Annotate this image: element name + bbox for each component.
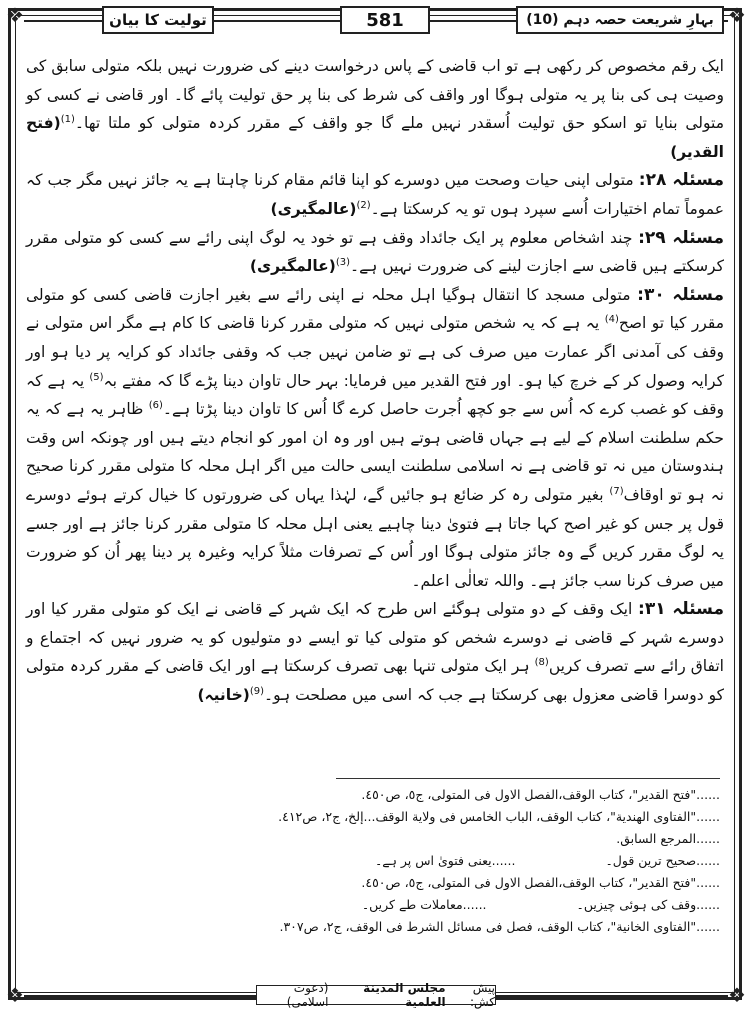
page-header [24,6,728,36]
corner-ornament-icon: ❖ [728,3,746,27]
publisher-name: مجلس المدینة العلمیة [363,981,446,1009]
footnote-text: وقف کی ہوئی چیزیں۔ [576,897,697,912]
footnote-marker: ...... [462,897,487,912]
footnote-ref: (7) [609,485,624,497]
page-number: 581 [340,6,430,34]
masala-label: مسئلہ ۳۰: [637,284,724,305]
footnote-marker: ...... [696,919,720,934]
paragraph-text: ایک وقف کے دو متولی ہوگئے اس طرح کہ ایک شہر کے قاضی نے ایک کو متولی مقرر کیا اور دوسرے شہر کے قاضی نے دوسرے شخص کو متولی کیا تو ایسے دو متولیوں کو یہ ضرور نہیں کہ اجتماع و اتفاق رائے سے تصرف کریں [26,600,724,676]
footnote-text: "فتح القدير"، كتاب الوقف،الفصل الاول فى المتولى، ج٥، ص٤٥٠. [361,787,697,802]
footnote-ref: (1) [60,114,75,126]
paragraph-text: ظاہر یہ ہے کہ یہ حکم سلطنت اسلام کے لیے ہے جہاں قاضی ہوتے ہیں اور وہ ان امور کو انجام دیتے ہیں اور چونکہ اس وقت ہندوستان میں نہ تو قاضی ہے نہ اسلامی سلطنت ایسی حالت میں اگر اہل محلہ کا متولی مقرر کرنا صحیح نہ ہو تو اوقاف [26,400,724,504]
footnote-3 [200,828,720,850]
footnote-6 [200,894,720,916]
footnote-1 [200,784,720,806]
source-citation: (عالمگیری) [249,257,336,276]
paragraph-text: متولی اپنی حیات وصحت میں دوسرے کو اپنا قائم مقام کرنا چاہتا ہے یہ جائز نہیں مگر جب کہ عموماً تمام اختیارات اُسے سپرد ہوں تو یہ کرسکتا ہے۔ [26,171,724,218]
footnote-divider [336,778,720,779]
publisher-box [256,981,496,1009]
footnote-2 [200,806,720,828]
masala-label: مسئلہ ۲۸: [638,170,724,191]
footnote-text: "الفتاوى الخانية"، كتاب الوقف، فصل فى مسائل الشرط فى الوقف، ج٢، ص٣٠٧. [279,919,697,934]
footnote-text: معاملات طے کریں۔ [361,897,463,912]
header-rule [430,20,516,22]
header-rule [724,20,728,22]
footnote-text: "الفتاوى الهندية"، كتاب الوقف، الباب الخامس فى ولاية الوقف...إلخ، ج٢، ص٤١٢. [278,809,697,824]
footnote-7 [200,916,720,938]
page-footer [24,981,728,1009]
paragraph-text: ایک رقم مخصوص کر رکھی ہے تو اب قاضی کے پاس درخواست دینے کی ضرورت نہیں بلکہ متولی سابق کی وصیت ہی کی بنا پر یہ متولی ہوگا اور واقف کی شرط کی بنا پر حق تولیت پائے گا۔ اور قاضی نے کسی کو متولی بنایا تو اسکو حق تولیت اُسقدر نہیں ملے گا جو واقف کے مقرر کردہ متولی کو ملتا تھا۔ [26,57,724,133]
corner-ornament-icon: ❖ [6,3,24,27]
footnote-ref: (3) [335,257,351,268]
footnote-text: صحیح ترین قول۔ [605,853,697,868]
paragraph-text: ہر ایک متولی تنہا بھی تصرف کرسکتا ہے اور ایک قاضی کے مقرر کردہ متولی کو دوسرا قاضی معزول بھی کرسکتا ہے جب کہ اسی میں مصلحت ہو۔ [26,657,724,705]
header-rule [214,20,340,22]
footnote-ref: (6) [148,399,163,411]
footnote-ref: (4) [604,314,619,326]
masala-31 [26,595,724,709]
book-title: بہارِ شریعت حصہ دہم (10) [516,6,724,34]
paragraph-text: یہ ہے کہ یہ شخص متولی نہیں کہ متولی مقرر کرنا قاضی کا کام ہے مگر اس متولی نے وقف کی آمدنی اگر عمارت میں صرف کی ہے تو ضامن نہیں جب کہ وقفی جائداد کو کرایہ پر دیا ہو اور کرایہ وصول کر کے خرچ کیا ہو۔ اور فتح القدیر میں فرمایا: بہر حال تاوان دینا پڑے گا کہ مفتے بہ [26,314,724,390]
footnote-ref: (5) [89,371,104,383]
footnote-text: "فتح القدير"، كتاب الوقف،الفصل الاول فى المتولى، ج٥، ص٤٥٠. [361,875,697,890]
masala-28 [26,166,724,223]
masala-29 [26,224,724,281]
source-citation: (عالمگیری) [270,199,357,218]
footnote-5 [200,872,720,894]
paragraph-text: بغیر متولی رہ کر ضائع ہو جائیں گے، لہٰذا یہاں کی ضرورتوں کا خیال کرتے ہوئے دوسرے قول پر جس کو غیر اصح کہا جاتا ہے فتویٰ دینا چاہیے یعنی اہل محلہ کا متولی مقرر کرنا جائز ہے اور جسے یہ لوگ مقرر کریں گے وہ جائز متولی ہوگا اور اُس کے تصرفات مثلاً کرایہ وغیرہ پر دینا پھر اُن کو ضرورت میں صرف کرنا سب جائز ہے۔ واللہ تعالٰی اعلم۔ [26,485,724,590]
footer-rule [496,995,728,997]
masala-30 [26,281,724,596]
corner-ornament-icon: ❖ [728,983,746,1007]
source-citation: (خانیہ) [197,686,250,705]
footnote-marker: ...... [696,787,720,802]
footnote-marker: ...... [696,853,720,868]
footnote-marker: ...... [491,853,516,868]
footnote-ref: (8) [534,657,549,669]
paragraph [26,52,724,166]
main-text [26,52,724,710]
chapter-title: تولیت کا بیان [102,6,214,34]
footer-rule [24,995,256,997]
footnote-marker: ...... [696,809,720,824]
footnote-4 [200,850,720,872]
paragraph-text: چند اشخاص معلوم پر ایک جائداد وقف ہے تو خود یہ لوگ اپنی رائے سے کسی کو متولی مقرر کرسکتے ہیں قاضی سے اجازت لینے کی ضرورت نہیں ہے۔ [26,228,724,276]
presented-by-label: پیش کش: [469,981,495,1009]
footnote-ref: (9) [249,685,265,697]
paragraph-text: یہ ہے کہ وقف کو غصب کرے کہ اُس سے جو کچھ اُجرت حاصل کرے گا اُس کا تاوان دینا پڑتا ہے۔ [26,371,724,419]
source-citation: (فتح القدیر) [26,114,724,161]
paragraph-text: متولی مسجد کا انتقال ہوگیا اہل محلہ نے اپنی رائے سے بغیر اجازت قاضی کسی کو متولی مقرر کیا تو اصح [26,285,724,333]
footnotes [200,784,720,938]
footnote-ref: (2) [356,199,371,211]
corner-ornament-icon: ❖ [6,983,24,1007]
footnote-marker: ...... [696,875,720,890]
masala-label: مسئلہ ۳۱: [638,599,724,620]
footnote-marker: ...... [696,897,720,912]
footnote-text: یعنی فتویٰ اس پر ہے۔ [374,853,492,868]
header-rule [24,20,102,22]
masala-label: مسئلہ ۲۹: [638,227,724,248]
footnote-text: المرجع السابق. [616,831,697,846]
footnote-marker: ...... [696,831,720,846]
publisher-subtitle: (دعوت اسلامی) [286,981,329,1009]
